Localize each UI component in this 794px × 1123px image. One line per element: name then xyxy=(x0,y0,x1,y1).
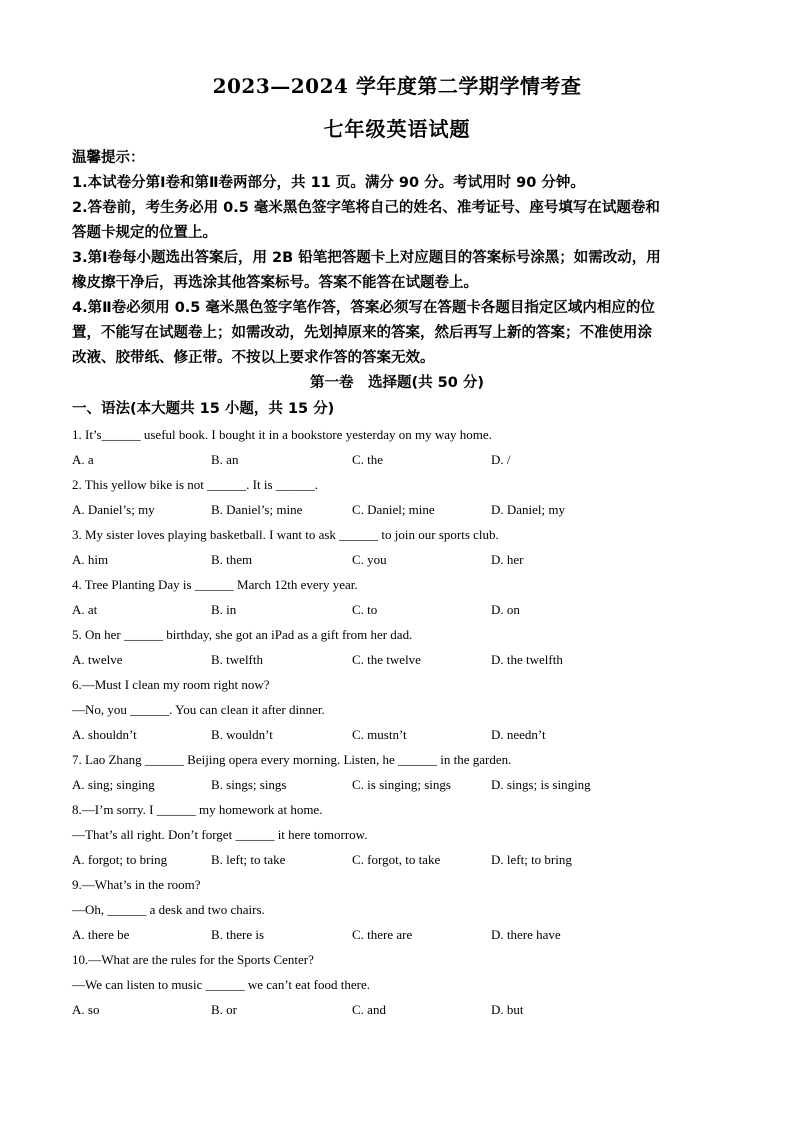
answer-options xyxy=(72,497,732,522)
option-b: B. or xyxy=(211,1002,237,1017)
option-b: B. Daniel’s; mine xyxy=(211,502,303,517)
option-c: C. Daniel; mine xyxy=(352,502,435,517)
option-d: D. on xyxy=(491,602,520,617)
option-d: D. but xyxy=(491,1002,524,1017)
answer-options xyxy=(72,997,732,1022)
question-2 xyxy=(72,472,732,522)
instruction-line: 4.第Ⅱ卷必须用 0.5 毫米黑色签字笔作答，答案必须写在答题卡各题目指定区域内相应的位 xyxy=(72,300,655,316)
answer-options xyxy=(72,722,732,747)
option-c: C. there are xyxy=(352,927,413,942)
question-stem: 1. It’s______ useful book. I bought it in a bookstore yesterday on my way home. xyxy=(72,427,492,442)
part-title: 一、语法(本大题共 15 小题，共 15 分) xyxy=(72,401,335,417)
option-c: C. the twelve xyxy=(352,652,421,667)
option-b: B. wouldn’t xyxy=(211,727,273,742)
option-a: A. Daniel’s; my xyxy=(72,502,155,517)
option-d: D. left; to bring xyxy=(491,852,572,867)
option-a: A. him xyxy=(72,552,109,567)
instruction-line: 答题卡规定的位置上。 xyxy=(72,225,217,241)
question-list xyxy=(72,422,732,1022)
option-a: A. shouldn’t xyxy=(72,727,137,742)
instruction-line: 3.第Ⅰ卷每小题选出答案后，用 2B 铅笔把答题卡上对应题目的答案标号涂黑；如需改动，用 xyxy=(72,250,661,266)
question-reply: —We can listen to music ______ we can’t eat food there. xyxy=(72,977,370,992)
option-c: C. and xyxy=(352,1002,386,1017)
question-reply: —No, you ______. You can clean it after dinner. xyxy=(72,702,325,717)
question-stem: 6.—Must I clean my room right now? xyxy=(72,677,270,692)
instruction-line: 2.答卷前，考生务必用 0.5 毫米黑色签字笔将自己的姓名、准考证号、座号填写在试题卷和 xyxy=(72,200,660,216)
instruction-line: 改液、胶带纸、修正带。不按以上要求作答的答案无效。 xyxy=(72,350,435,366)
question-stem: 8.—I’m sorry. I ______ my homework at home. xyxy=(72,802,323,817)
question-stem: 2. This yellow bike is not ______. It is ______. xyxy=(72,477,319,492)
instruction-line: 1.本试卷分第Ⅰ卷和第Ⅱ卷两部分，共 11 页。满分 90 分。考试用时 90 分钟。 xyxy=(72,175,585,191)
option-d: D. Daniel; my xyxy=(491,502,566,517)
question-stem: 7. Lao Zhang ______ Beijing opera every morning. Listen, he ______ in the garden. xyxy=(72,752,512,767)
option-a: A. there be xyxy=(72,927,130,942)
option-d: D. there have xyxy=(491,927,561,942)
answer-options xyxy=(72,547,732,572)
question-stem: 5. On her ______ birthday, she got an iPad as a gift from her dad. xyxy=(72,627,413,642)
section-title: 第一卷 选择题(共 50 分) xyxy=(309,375,485,391)
option-c: C. to xyxy=(352,602,378,617)
answer-options xyxy=(72,922,732,947)
question-stem: 10.—What are the rules for the Sports Center? xyxy=(72,952,314,967)
question-4 xyxy=(72,572,732,622)
option-b: B. twelfth xyxy=(211,652,263,667)
answer-options xyxy=(72,847,732,872)
exam-title: 2023—2024 学年度第二学期学情考查 xyxy=(212,74,582,98)
option-a: A. so xyxy=(72,1002,100,1017)
exam-subtitle: 七年级英语试题 xyxy=(323,117,471,141)
question-stem: 4. Tree Planting Day is ______ March 12th every year. xyxy=(72,577,358,592)
question-8 xyxy=(72,797,732,872)
option-b: B. them xyxy=(211,552,253,567)
option-c: C. the xyxy=(352,452,384,467)
option-d: D. the twelfth xyxy=(491,652,563,667)
option-c: C. you xyxy=(352,552,387,567)
question-stem: 9.—What’s in the room? xyxy=(72,877,201,892)
option-d: D. needn’t xyxy=(491,727,546,742)
option-b: B. in xyxy=(211,602,237,617)
option-c: C. mustn’t xyxy=(352,727,407,742)
question-10 xyxy=(72,947,732,1022)
answer-options xyxy=(72,447,732,472)
answer-options xyxy=(72,772,732,797)
question-stem: 3. My sister loves playing basketball. I want to ask ______ to join our sports club. xyxy=(72,527,499,542)
question-reply: —Oh, ______ a desk and two chairs. xyxy=(72,902,265,917)
answer-options xyxy=(72,597,732,622)
answer-options xyxy=(72,647,732,672)
option-b: B. left; to take xyxy=(211,852,286,867)
option-a: A. twelve xyxy=(72,652,123,667)
question-9 xyxy=(72,872,732,947)
instruction-line: 橡皮擦干净后，再选涂其他答案标号。答案不能答在试题卷上。 xyxy=(72,275,478,291)
option-a: A. sing; singing xyxy=(72,777,155,792)
question-5 xyxy=(72,622,732,672)
option-b: B. an xyxy=(211,452,239,467)
instructions-heading: 温馨提示： xyxy=(72,150,145,166)
option-d: D. sings; is singing xyxy=(491,777,591,792)
option-b: B. there is xyxy=(211,927,265,942)
question-1 xyxy=(72,422,732,472)
question-reply: —That’s all right. Don’t forget ______ it here tomorrow. xyxy=(72,827,368,842)
instructions xyxy=(72,146,722,371)
option-d: D. her xyxy=(491,552,524,567)
question-3 xyxy=(72,522,732,572)
question-7 xyxy=(72,747,732,797)
option-a: A. at xyxy=(72,602,98,617)
option-c: C. is singing; sings xyxy=(352,777,451,792)
instruction-line: 置，不能写在试题卷上；如需改动，先划掉原来的答案，然后再写上新的答案；不准使用涂 xyxy=(72,325,652,341)
question-6 xyxy=(72,672,732,747)
option-a: A. forgot; to bring xyxy=(72,852,168,867)
option-a: A. a xyxy=(72,452,94,467)
option-c: C. forgot, to take xyxy=(352,852,441,867)
option-d: D. / xyxy=(491,452,511,467)
option-b: B. sings; sings xyxy=(211,777,287,792)
